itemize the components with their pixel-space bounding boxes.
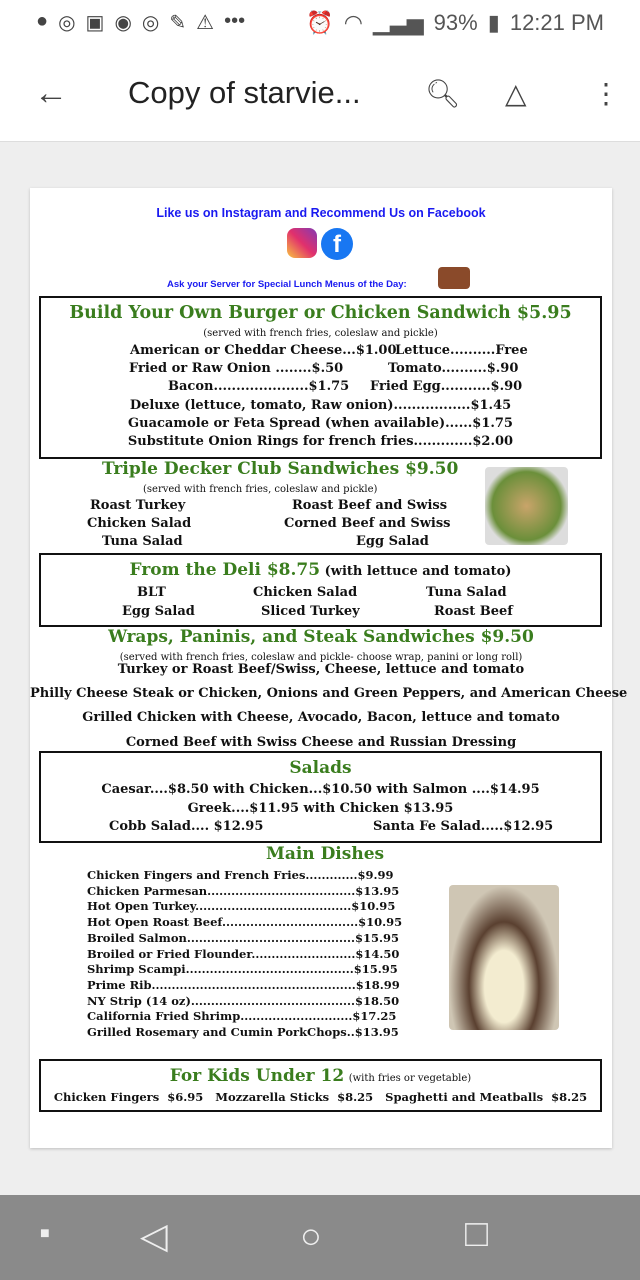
menu-page — [30, 188, 628, 1148]
menu-item: Substitute Onion Rings for french fries.............$2.00 — [127, 434, 514, 449]
menu-item: Grilled Chicken with Cheese, Avocado, Bacon, lettuce and tomato — [82, 710, 560, 725]
menu-item: Lettuce..........Free — [395, 343, 528, 358]
menu-item: Tuna Salad — [102, 534, 183, 549]
menu-item: Guacamole or Feta Spread (when available)......$1.75 — [128, 416, 513, 431]
kids-section — [39, 1059, 602, 1112]
document-title: Copy of starvie... — [128, 75, 361, 110]
menu-item: Roast Turkey — [90, 498, 186, 513]
menu-item: Caesar....$8.50 with Chicken...$10.50 with Salmon ....$14.95 — [101, 782, 540, 797]
app-bar — [0, 45, 640, 142]
menu-item: Cobb Salad.... $12.95 — [109, 819, 264, 834]
menu-item: BLT — [137, 585, 166, 600]
menu-item: Fried or Raw Onion ........$.50 — [129, 361, 344, 376]
menu-item: Corned Beef and Swiss — [284, 516, 451, 531]
salads-title: Salads — [289, 758, 352, 778]
menu-item: Deluxe (lettuce, tomato, Raw onion).................$1.45 — [129, 398, 512, 413]
main-dish-photo — [449, 885, 559, 1030]
recents-nav-icon[interactable]: □ — [465, 1213, 488, 1255]
status-bar — [0, 0, 640, 45]
club-title: Triple Decker Club Sandwiches $9.50 — [102, 459, 459, 479]
wraps-title: Wraps, Paninis, and Steak Sandwiches $9.50 — [108, 627, 534, 647]
instagram-icon[interactable] — [287, 228, 317, 258]
back-arrow-icon[interactable]: ← — [34, 73, 68, 112]
signal-icon: ▁▃▅ — [372, 9, 424, 35]
main-dish-item: Chicken Fingers and French Fries.............$9.99 — [87, 868, 394, 882]
menu-item: Fried Egg...........$.90 — [370, 379, 523, 394]
menu-item: Roast Beef and Swiss — [292, 498, 448, 513]
club-subtitle: (served with french fries, coleslaw and pickle) — [143, 484, 378, 495]
deli-section — [39, 553, 602, 627]
clock: 12:21 PM — [509, 9, 604, 35]
menu-item: Egg Salad — [122, 604, 195, 619]
main-dish-item: Hot Open Roast Beef..................................$10.95 — [87, 915, 403, 930]
mains-title: Main Dishes — [266, 844, 385, 864]
navigation-bar — [0, 1195, 640, 1280]
menu-item: Greek....$11.95 with Chicken $13.95 — [187, 801, 454, 816]
menu-item: Roast Beef — [434, 604, 513, 619]
kids-title: For Kids Under 12 — [169, 1066, 345, 1086]
main-dish-item: Broiled Salmon..........................................$15.95 — [87, 930, 400, 945]
menu-item: Tuna Salad — [426, 585, 507, 600]
main-dish-item: Chicken Parmesan.....................................$13.95 — [87, 883, 400, 898]
kids-note: (with fries or vegetable) — [348, 1073, 472, 1084]
burger-title: Build Your Own Burger or Chicken Sandwich $5.95 — [69, 303, 572, 323]
club-sandwich-photo — [485, 467, 568, 545]
lunch-photo — [438, 267, 470, 289]
deli-note: (with lettuce and tomato) — [324, 564, 512, 579]
social-text: Like us on Instagram and Recommend Us on Facebook — [156, 206, 486, 220]
main-dish-item: Prime Rib...................................................$18.99 — [87, 977, 400, 992]
menu-item: Turkey or Roast Beef/Swiss, Cheese, lettuce and tomato — [117, 662, 525, 677]
menu-item: Tomato..........$.90 — [388, 361, 519, 376]
menu-item: Bacon.....................$1.75 — [168, 379, 350, 394]
menu-item: Chicken Salad — [253, 585, 358, 600]
menu-item: Philly Cheese Steak or Chicken, Onions and Green Peppers, and American Cheese — [30, 686, 628, 701]
wraps-subtitle: (served with french fries, coleslaw and pickle- choose wrap, panini or long roll) — [119, 652, 523, 663]
burger-section — [39, 296, 602, 459]
deli-title: From the Deli $8.75 — [129, 560, 321, 580]
menu-dot-icon[interactable]: ■ — [40, 1225, 50, 1242]
battery-level: 93% — [433, 9, 478, 35]
menu-item: Egg Salad — [356, 534, 429, 549]
facebook-icon[interactable]: f — [321, 228, 353, 260]
burger-subtitle: (served with french fries, coleslaw and pickle) — [203, 328, 438, 339]
kids-items: Chicken Fingers $6.95 Mozzarella Sticks $8.25 Spaghetti and Meatballs $8.25 — [53, 1090, 588, 1104]
main-dish-item: Shrimp Scampi..........................................$15.95 — [87, 962, 398, 977]
alarm-icon: ⏰ — [306, 9, 334, 35]
home-nav-icon[interactable]: ○ — [300, 1215, 322, 1256]
find-in-document-icon[interactable]: 🔍︎ — [425, 77, 461, 109]
more-options-icon[interactable]: ⋮ — [592, 77, 620, 109]
main-dish-item: Hot Open Turkey.......................................$10.95 — [87, 899, 396, 914]
menu-item: Corned Beef with Swiss Cheese and Russian Dressing — [125, 735, 517, 750]
menu-item: Chicken Salad — [87, 516, 192, 531]
main-dish-item: Broiled or Fried Flounder..........................$14.50 — [87, 946, 400, 961]
add-to-drive-icon[interactable]: △ — [505, 77, 527, 109]
notification-icons: ● ◎ ▣ ◉ ◎ ✎ ⚠ ••• — [36, 10, 246, 34]
salads-section — [39, 751, 602, 843]
back-nav-icon[interactable]: ◁ — [140, 1215, 168, 1256]
wifi-icon: ◠ — [343, 9, 363, 35]
lunch-note: Ask your Server for Special Lunch Menus of the Day: — [167, 279, 407, 290]
menu-item: American or Cheddar Cheese...$1.00 — [130, 343, 397, 358]
menu-item: Santa Fe Salad.....$12.95 — [373, 819, 554, 834]
main-dish-item: California Fried Shrimp............................$17.25 — [87, 1009, 397, 1024]
main-dish-item: NY Strip (14 oz).........................................$18.50 — [87, 993, 400, 1008]
main-dish-item: Grilled Rosemary and Cumin PorkChops..$13.95 — [87, 1025, 399, 1040]
battery-icon: ▮ — [487, 9, 500, 35]
menu-item: Sliced Turkey — [261, 604, 360, 619]
